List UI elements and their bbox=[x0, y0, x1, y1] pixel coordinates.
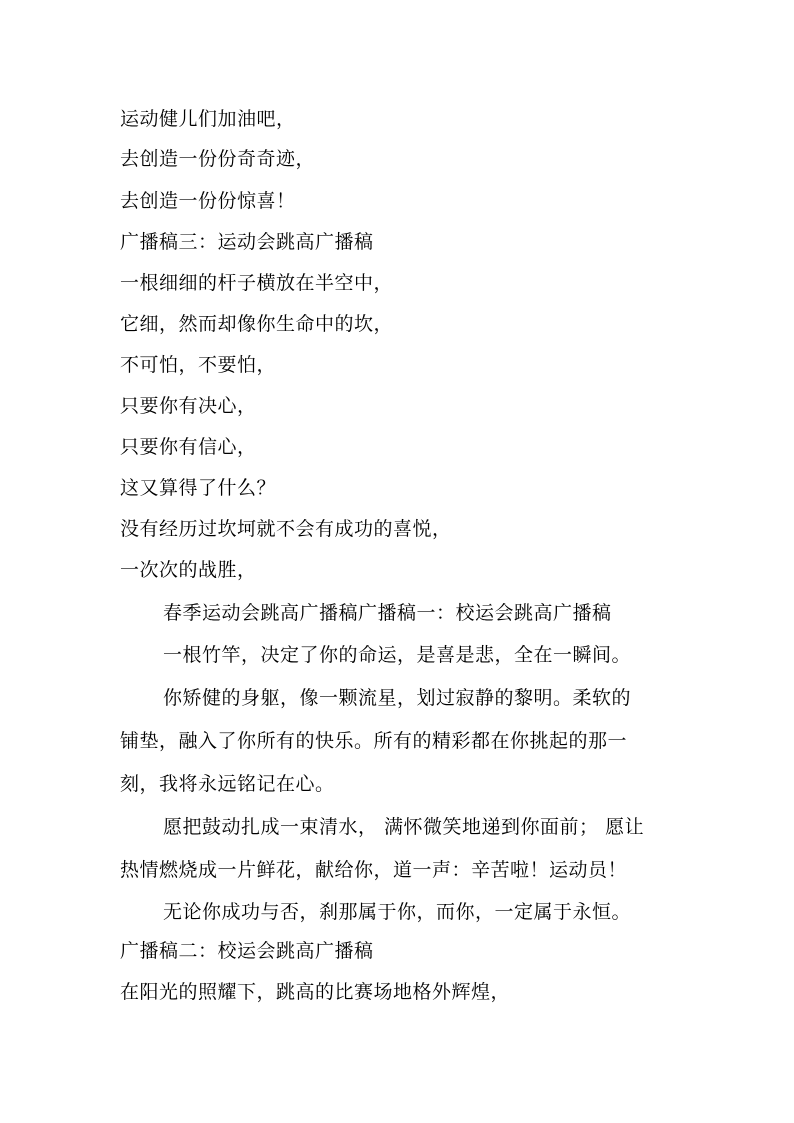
text-line: 去创造一份份奇奇迹， bbox=[120, 148, 316, 170]
paragraph-line: 铺垫，融入了你所有的快乐。所有的精彩都在你挑起的那一 bbox=[120, 730, 628, 752]
text-line: 没有经历过坎坷就不会有成功的喜悦， bbox=[120, 518, 452, 540]
text-line: 只要你有决心， bbox=[120, 395, 257, 417]
text-line: 运动健儿们加油吧， bbox=[120, 108, 296, 130]
paragraph-line: 热情燃烧成一片鲜花，献给你，道一声：辛苦啦！运动员！ bbox=[120, 859, 628, 881]
paragraph-line: 一根竹竿，决定了你的命运，是喜是悲，全在一瞬间。 bbox=[163, 644, 632, 666]
text-line: 这又算得了什么？ bbox=[120, 477, 277, 499]
text-line: 去创造一份份惊喜！ bbox=[120, 190, 296, 212]
section-heading: 广播稿三：运动会跳高广播稿 bbox=[120, 231, 374, 253]
text-line: 一根细细的杆子横放在半空中， bbox=[120, 272, 394, 294]
text-line: 它细，然而却像你生命中的坎， bbox=[120, 313, 394, 335]
text-line: 一次次的战胜， bbox=[120, 559, 257, 581]
paragraph-line: 愿把鼓动扎成一束清水， 满怀微笑地递到你面前； 愿让 bbox=[163, 816, 645, 838]
text-line: 在阳光的照耀下，跳高的比赛场地格外辉煌， bbox=[120, 981, 511, 1003]
section-heading: 春季运动会跳高广播稿广播稿一：校运会跳高广播稿 bbox=[163, 602, 612, 624]
text-line: 只要你有信心， bbox=[120, 436, 257, 458]
paragraph-line: 无论你成功与否，刹那属于你，而你，一定属于永恒。 bbox=[163, 901, 632, 923]
text-line: 不可怕，不要怕， bbox=[120, 354, 277, 376]
paragraph-line: 刻，我将永远铭记在心。 bbox=[120, 773, 335, 795]
paragraph-line: 你矫健的身躯，像一颗流星，划过寂静的黎明。柔软的 bbox=[163, 687, 632, 709]
section-heading: 广播稿二：校运会跳高广播稿 bbox=[120, 940, 374, 962]
